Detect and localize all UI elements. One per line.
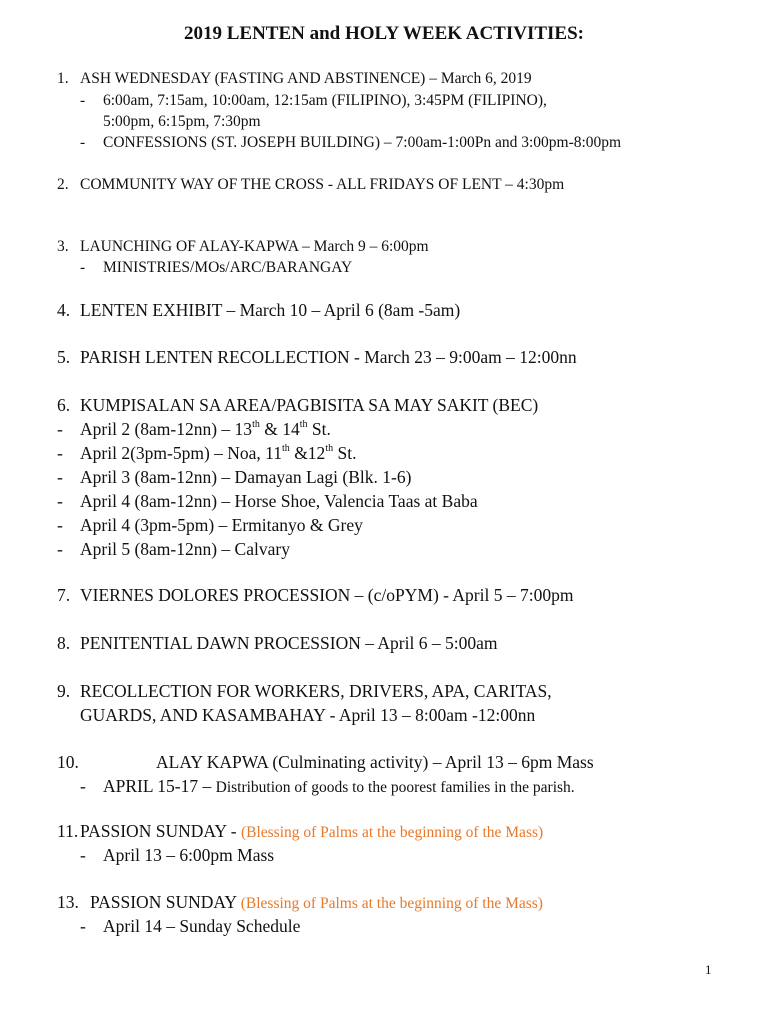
item-9-number: 9. [57, 681, 71, 701]
item-7-text: VIERNES DOLORES PROCESSION – (c/oPYM) - April 5 – 7:00pm [80, 585, 574, 605]
dash: - [80, 134, 86, 151]
item-6-sub-6: April 5 (8am-12nn) – Calvary [80, 539, 290, 559]
item-7-number: 7. [57, 585, 71, 605]
dash: - [80, 845, 86, 865]
item-9-text-line-1: RECOLLECTION FOR WORKERS, DRIVERS, APA, CARITAS, [80, 681, 552, 701]
item-9-text-line-2: GUARDS, AND KASAMBAHAY - April 13 – 8:00am -12:00nn [80, 705, 536, 725]
item-8-text: PENITENTIAL DAWN PROCESSION – April 6 – 5:00am [80, 633, 498, 653]
item-10-sub-1: APRIL 15-17 – Distribution of goods to the poorest families in the parish. [103, 776, 575, 796]
item-10-number: 10. [57, 752, 79, 772]
item-6-text: KUMPISALAN SA AREA/PAGBISITA SA MAY SAKIT (BEC) [80, 395, 539, 415]
item-3-text: LAUNCHING OF ALAY-KAPWA – March 9 – 6:00pm [80, 238, 429, 255]
dash: - [57, 467, 63, 487]
dash: - [57, 443, 63, 463]
item-1-sub-1a: 6:00am, 7:15am, 10:00am, 12:15am (FILIPINO), 3:45PM (FILIPINO), [103, 92, 547, 109]
item-6-sub-3: April 3 (8am-12nn) – Damayan Lagi (Blk. 1-6) [80, 467, 412, 487]
dash: - [57, 539, 63, 559]
item-11-number: 11. [57, 821, 79, 841]
item-5-number: 5. [57, 347, 71, 367]
item-1-number: 1. [57, 70, 69, 87]
dash: - [80, 916, 86, 936]
item-6-sub-1: April 2 (8am-12nn) – 13th & 14th St. [80, 419, 331, 439]
dash: - [57, 419, 63, 439]
dash: - [80, 92, 86, 109]
item-2-text: COMMUNITY WAY OF THE CROSS - ALL FRIDAYS OF LENT – 4:30pm [80, 176, 565, 193]
item-6-sub-4: April 4 (8am-12nn) – Horse Shoe, Valencia Taas at Baba [80, 491, 478, 511]
item-3-sub-1: MINISTRIES/MOs/ARC/BARANGAY [103, 259, 353, 276]
item-13-text: PASSION SUNDAY (Blessing of Palms at the beginning of the Mass) [90, 892, 543, 912]
item-6-number: 6. [57, 395, 71, 415]
dash: - [80, 776, 86, 796]
item-2-number: 2. [57, 176, 69, 193]
item-13-sub-1: April 14 – Sunday Schedule [103, 916, 301, 936]
dash: - [57, 491, 63, 511]
item-13-number: 13. [57, 892, 79, 912]
dash: - [57, 515, 63, 535]
page-number: 1 [705, 962, 712, 977]
item-11-sub-1: April 13 – 6:00pm Mass [103, 845, 275, 865]
item-10-text: ALAY KAPWA (Culminating activity) – April 13 – 6pm Mass [156, 752, 594, 772]
item-3-number: 3. [57, 238, 69, 255]
item-1-sub-2: CONFESSIONS (ST. JOSEPH BUILDING) – 7:00am-1:00Pn and 3:00pm-8:00pm [103, 134, 622, 151]
item-11-note: (Blessing of Palms at the beginning of the Mass) [240, 824, 544, 841]
item-1-text: ASH WEDNESDAY (FASTING AND ABSTINENCE) – March 6, 2019 [80, 70, 532, 87]
item-4-text: LENTEN EXHIBIT – March 10 – April 6 (8am -5am) [80, 300, 461, 320]
dash: - [80, 259, 86, 276]
item-8-number: 8. [57, 633, 71, 653]
item-1-sub-1b: 5:00pm, 6:15pm, 7:30pm [103, 113, 261, 130]
item-5-text: PARISH LENTEN RECOLLECTION - March 23 – 9:00am – 12:00nn [80, 347, 577, 367]
item-4-number: 4. [57, 300, 71, 320]
page-title: 2019 LENTEN and HOLY WEEK ACTIVITIES: [183, 23, 584, 44]
item-6-sub-2: April 2(3pm-5pm) – Noa, 11th &12th St. [80, 443, 357, 463]
item-6-sub-5: April 4 (3pm-5pm) – Ermitanyo & Grey [80, 515, 363, 535]
item-13-note: (Blessing of Palms at the beginning of the Mass) [240, 895, 543, 912]
item-11-text: PASSION SUNDAY - (Blessing of Palms at the beginning of the Mass) [80, 821, 544, 841]
